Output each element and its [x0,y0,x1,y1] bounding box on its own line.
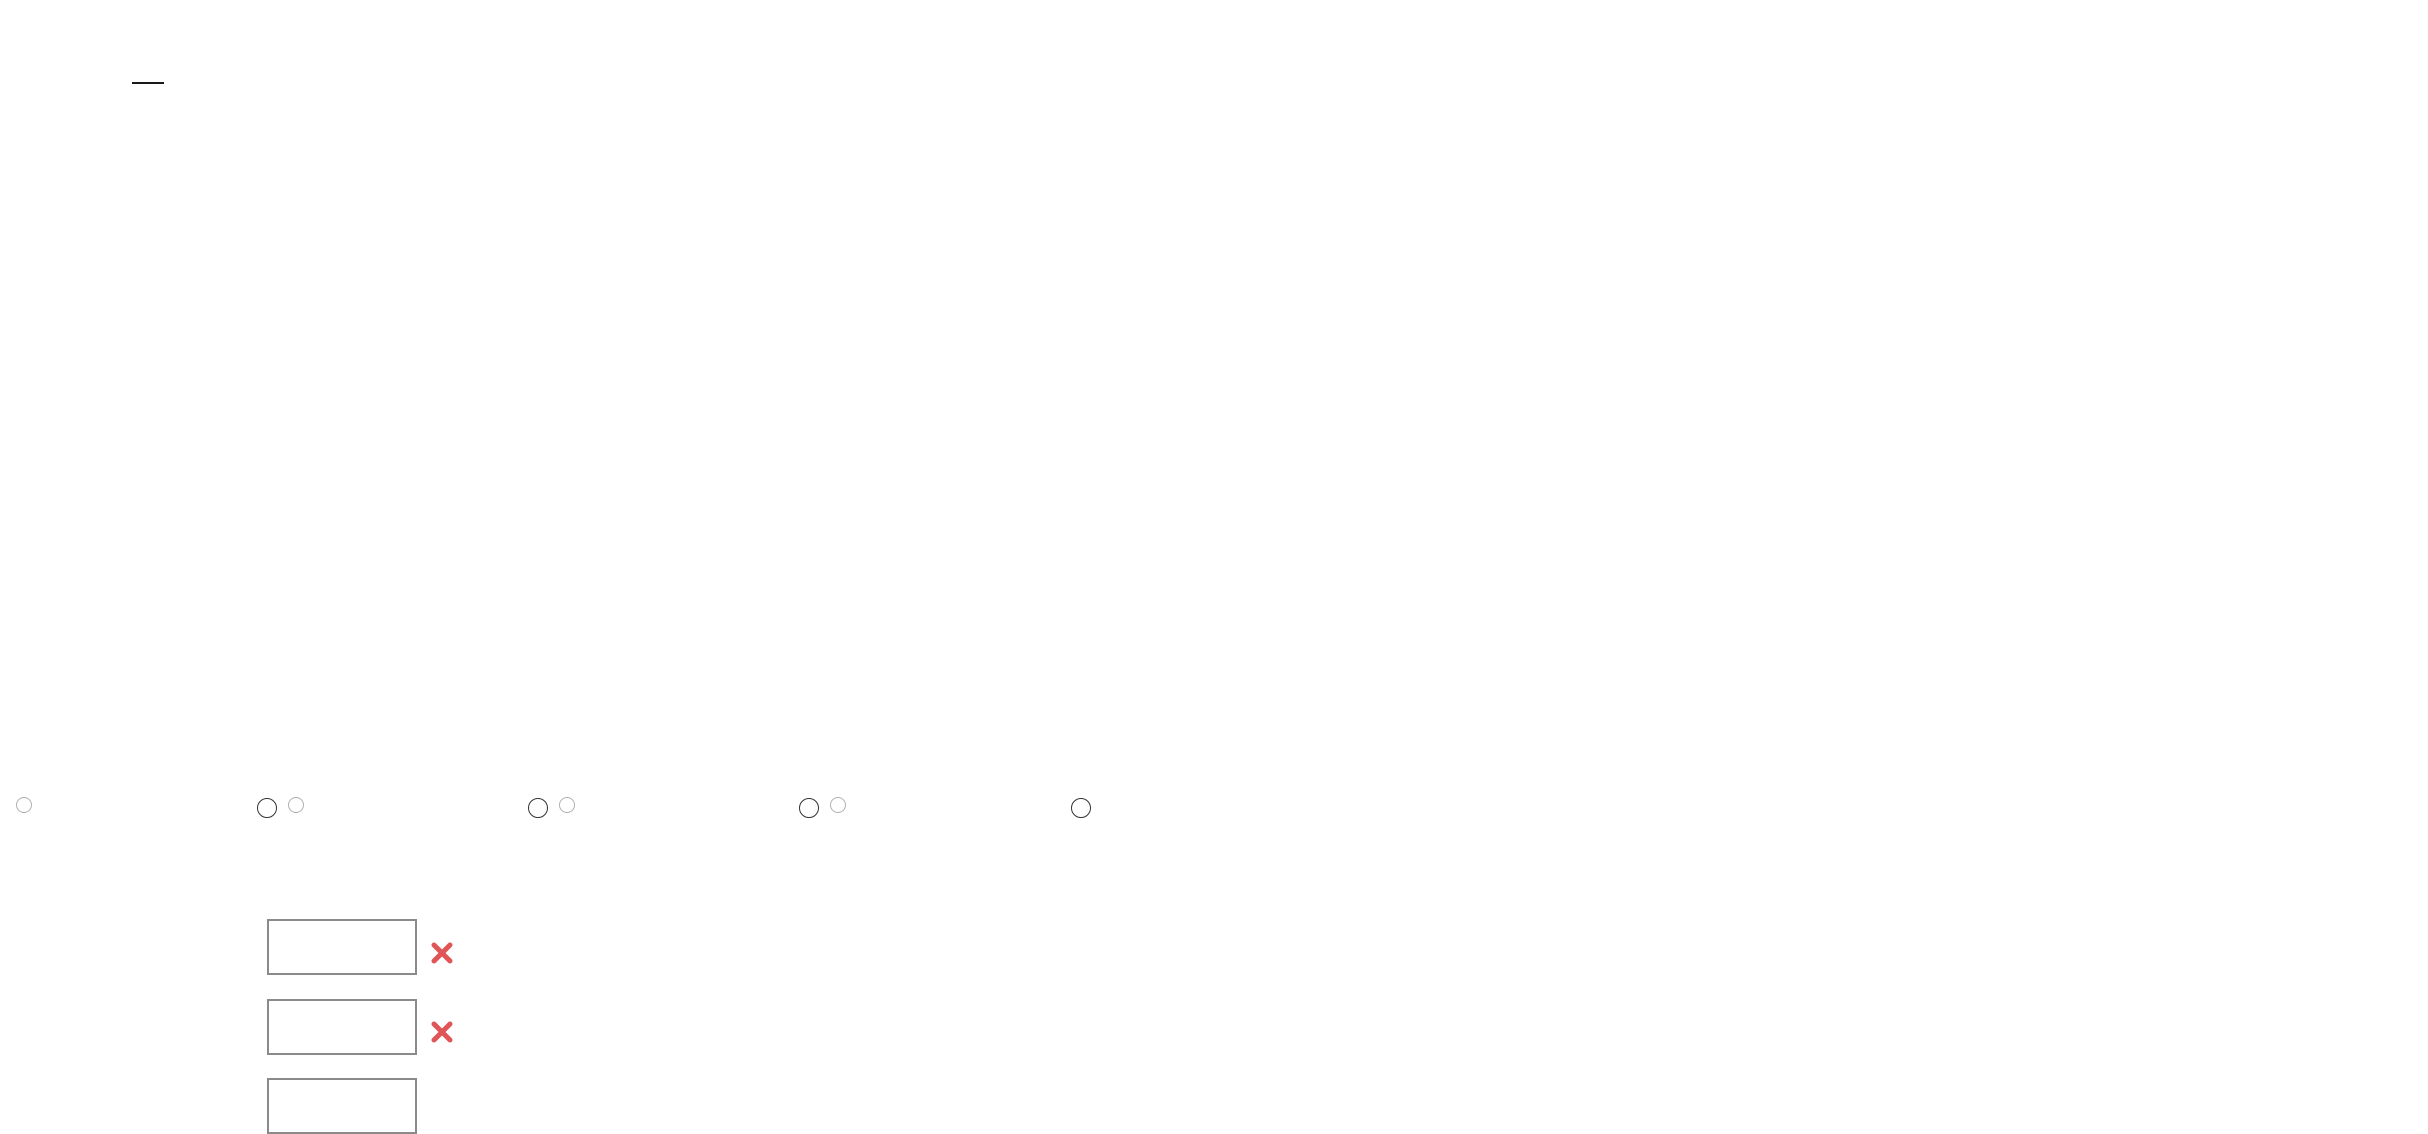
portrait-option-4-radio[interactable] [830,797,846,813]
stable-input[interactable] [279,921,405,971]
fraction-bar [132,82,164,84]
unstable-input[interactable] [279,1001,405,1051]
portrait-option-2-radio[interactable] [288,797,304,813]
portrait-option-1-radio[interactable] [16,797,32,813]
incorrect-x-icon [430,941,454,965]
unstable-answer-field[interactable] [267,999,417,1055]
info-icon[interactable] [799,798,819,818]
info-icon[interactable] [528,798,548,818]
incorrect-x-icon [430,1020,454,1044]
info-icon[interactable] [257,798,277,818]
semistable-input[interactable] [279,1080,405,1130]
info-icon[interactable] [1071,798,1091,818]
stable-answer-field[interactable] [267,919,417,975]
portrait-option-3-radio[interactable] [559,797,575,813]
phase-portraits [0,150,1150,830]
semistable-answer-field[interactable] [267,1078,417,1134]
